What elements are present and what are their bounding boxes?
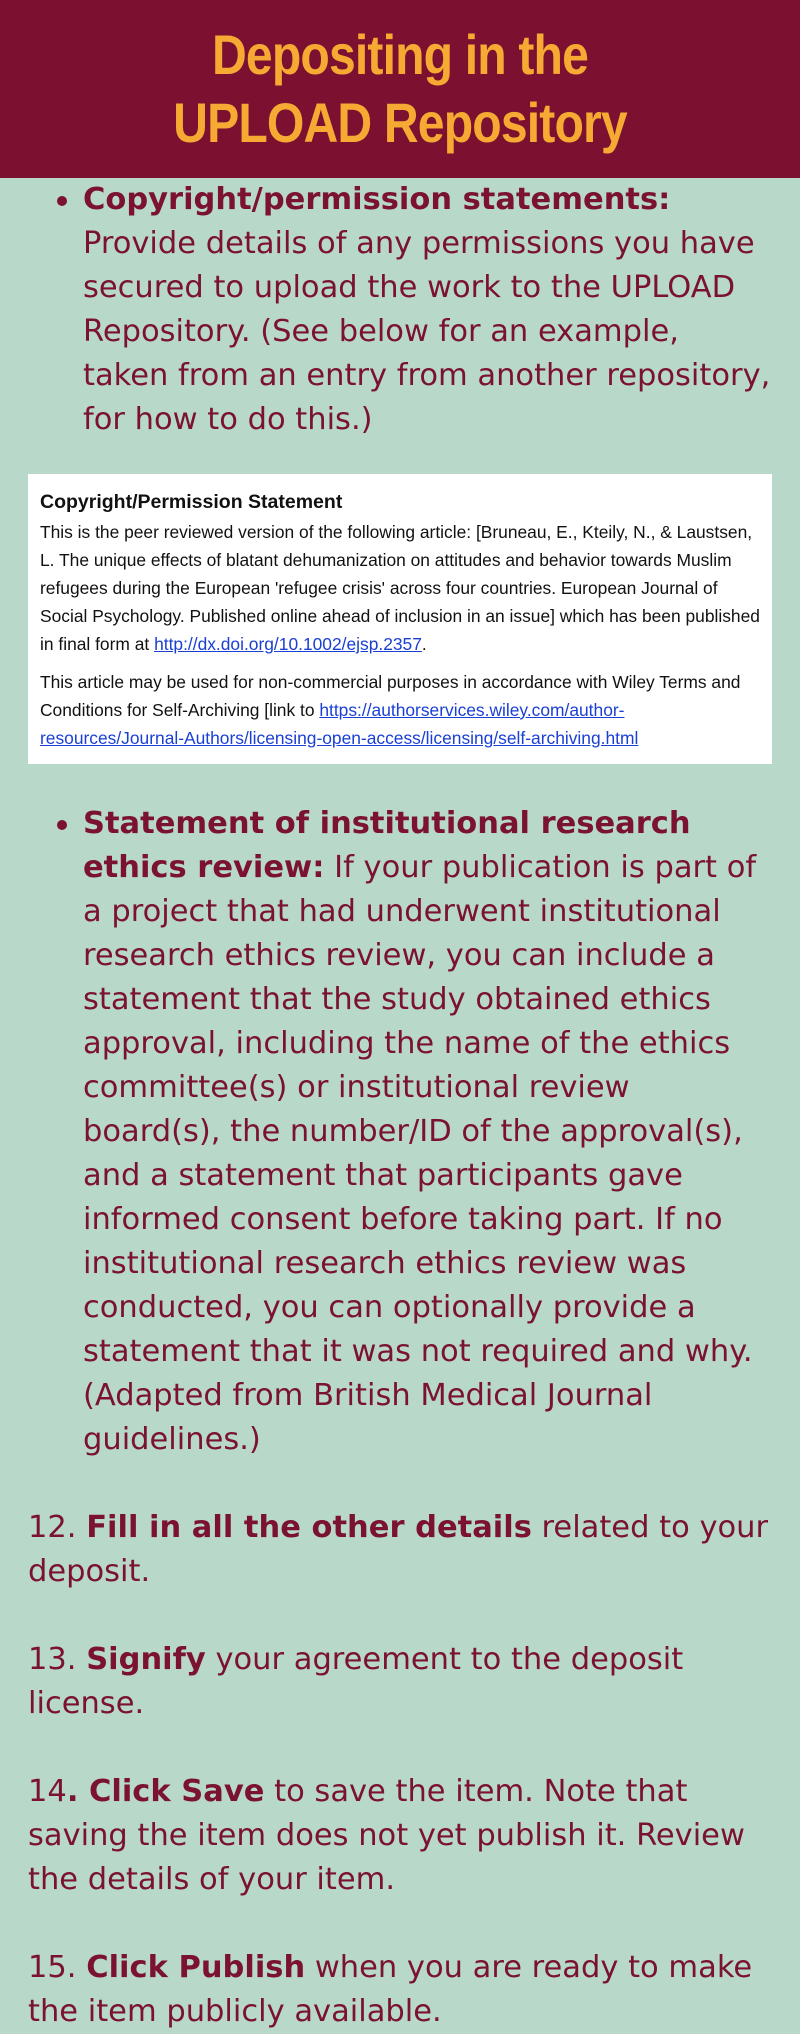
bullet-ethics-review bbox=[83, 802, 772, 1462]
page-header bbox=[0, 0, 800, 178]
step-13 bbox=[28, 1638, 772, 1726]
step-lead: Click Publish bbox=[86, 1950, 306, 1985]
doi-link[interactable]: http://dx.doi.org/10.1002/ejsp.2357 bbox=[154, 634, 422, 654]
step-number: 12. bbox=[28, 1510, 87, 1545]
step-text: related to your deposit. bbox=[28, 1510, 769, 1589]
step-12 bbox=[28, 1506, 772, 1594]
step-text: to save the item. Note that saving the item does not yet publish it. Review the details of your item. bbox=[28, 1774, 745, 1897]
bullet-lead: Copyright/permission statements: bbox=[83, 182, 671, 217]
bullet-text: Provide details of any permissions you have secured to upload the work to the UPLOAD Repository. (See below for an example, taken from an entry from another repository, for how to do this.) bbox=[83, 226, 771, 437]
step-text: when you are ready to make the item publicly available. bbox=[28, 1950, 753, 2029]
example-paragraph-1 bbox=[40, 518, 760, 658]
step-number: 14 bbox=[28, 1774, 67, 1809]
step-number: 13. bbox=[28, 1642, 87, 1677]
step-lead: Fill in all the other details bbox=[86, 1510, 532, 1545]
step-15 bbox=[28, 1946, 772, 2034]
step-14 bbox=[28, 1770, 772, 1902]
self-archiving-link[interactable]: https://authorservices.wiley.com/author-resources/Journal-Authors/licensing-open-access/licensing/self-archiving.html bbox=[40, 700, 639, 748]
step-lead: . Click Save bbox=[66, 1774, 265, 1809]
step-number: 15. bbox=[28, 1950, 87, 1985]
example-paragraph-2-text: This article may be used for non-commercial purposes in accordance with Wiley Terms and Conditions for Self-Archiving [link to bbox=[40, 672, 741, 720]
bullet-list bbox=[28, 178, 772, 442]
example-paragraph-1-end: . bbox=[421, 634, 427, 654]
step-text: your agreement to the deposit license. bbox=[28, 1642, 684, 1721]
example-title: Copyright/Permission Statement bbox=[40, 491, 343, 513]
bullet-copyright-permission bbox=[83, 178, 772, 442]
example-paragraph-1-text: This is the peer reviewed version of the following article: [Bruneau, E., Kteily, N., & Laustsen, L. The unique effects of blatant dehumanization on attitudes and behavior towards Muslim refugees during the European 'refugee crisis' across four countries. European Journal of Social Psychology. Published online ahead of inclusion in an issue] which has been published in final form at bbox=[40, 522, 760, 654]
main-content bbox=[0, 178, 800, 2034]
example-statement-image bbox=[28, 474, 772, 764]
bullet-list-2 bbox=[28, 802, 772, 1462]
example-paragraph-2 bbox=[40, 668, 760, 752]
page-title: Depositing in the UPLOAD Repository bbox=[173, 23, 627, 154]
bullet-lead: Statement of institutional research ethics review: bbox=[83, 806, 691, 885]
step-lead: Signify bbox=[86, 1642, 206, 1677]
bullet-text: If your publication is part of a project that had underwent institutional research ethics review, you can include a statement that the study obtained ethics approval, including the name of the ethics committee(s) or institutional review board(s), the number/ID of the approval(s), and a statement that participants gave informed consent before taking part. If no institutional research ethics review was conducted, you can optionally provide a statement that it was not required and why. (Adapted from British Medical Journal guidelines.) bbox=[83, 850, 757, 1457]
